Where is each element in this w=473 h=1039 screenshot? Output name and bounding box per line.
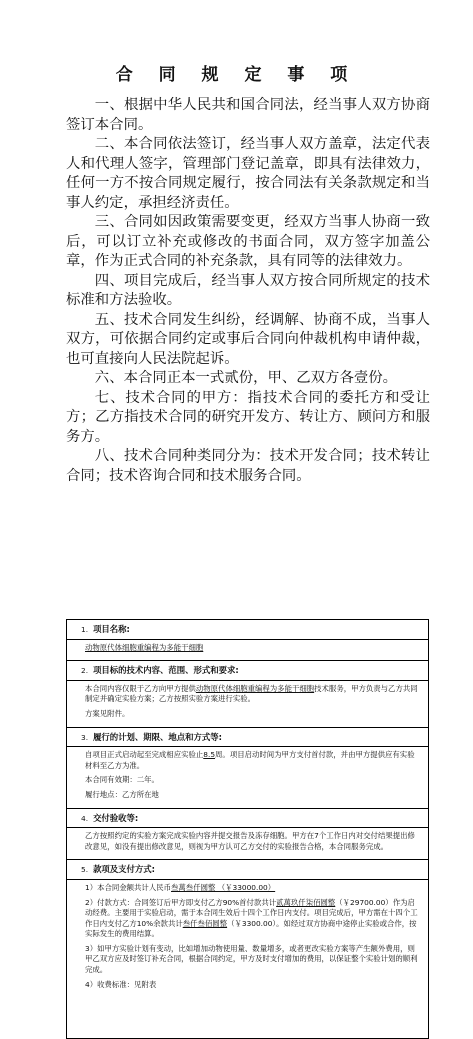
section-body xyxy=(67,828,428,859)
paragraph-text: 乙方按照约定的实验方案完成实验内容并提交报告及冻存细胞。甲方在7个工作日内对交付结果提出修改意见，如没有提出修改意见，则视为甲方认可乙方交付的实验报告合格，本合同服务完成。 xyxy=(85,831,415,851)
section-header xyxy=(67,728,428,748)
clause-3: 三、合同如因政策需要变更，经双方当事人协商一致后，可以订立补充或修改的书面合同，双方签字加盖公章，作为正式合同的补充条款，具有同等的法律效力。 xyxy=(66,214,430,269)
first-payment-amount: 贰萬玖仟柒佰圆整 xyxy=(276,897,336,907)
paragraph-text: 本合同内容仅限于乙方向甲方提供 xyxy=(85,683,196,693)
clause-2: 二、本合同依法签订，经当事人双方盖章，法定代表人和代理人签字，管理部门登记盖章，即具有法律效力，任何一方不按合同规定履行，按合同法有关条款规定和当事人约定，承担经济责任。 xyxy=(66,136,430,211)
section-payment xyxy=(67,860,428,997)
section-title: 款项及支付方式: xyxy=(93,864,156,875)
section-number: 2. xyxy=(81,666,89,676)
section-title: 项目标的技术内容、范围、形式和要求: xyxy=(93,665,239,676)
contract-clauses xyxy=(66,96,430,486)
contract-details-table xyxy=(66,619,429,1039)
clause-4: 四、项目完成后，经当事人双方按合同所规定的技术标准和方法验收。 xyxy=(66,272,430,308)
paragraph-text: （￥3300.00）。如经过双方协商中途停止实验或合作，按实际发生的费用结算。 xyxy=(85,918,417,939)
section-schedule xyxy=(67,728,428,809)
section-title: 交付验收等: xyxy=(93,812,139,823)
balance-amount: 叁仟叁佰圆整 xyxy=(182,918,228,928)
clause-1: 一、根据中华人民共和国合同法，经当事人双方协商签订本合同。 xyxy=(66,97,430,133)
document-title: 合 同 规 定 事 项 xyxy=(115,65,358,85)
total-amount: 叁萬叁仟圆整 （￥33000.00） xyxy=(171,882,276,892)
clause-7: 七、技术合同的甲方：指技术合同的委托方和受让方；乙方指技术合同的研究开发方、转让方、顾问方和服务方。 xyxy=(66,389,430,445)
section-body xyxy=(67,747,428,807)
section-body xyxy=(67,640,428,661)
clause-8: 八、技术合同种类同分为：技术开发合同；技术转让合同；技术咨询合同和技术服务合同。 xyxy=(66,448,430,484)
section-delivery-acceptance xyxy=(67,809,428,861)
paragraph-text: 1）本合同金额共计人民币 xyxy=(85,882,172,892)
section-header xyxy=(67,809,428,829)
paragraph-text: 技术服务，甲方负责与乙方共同制定并确定实验方案；乙方按照实验方案进行实验。 xyxy=(85,683,418,704)
paragraph-text: 2）付款方式：合同签订后甲方即支付乙方90%首付款共计 xyxy=(85,897,277,907)
clause-5: 五、技术合同发生纠纷，经调解、协商不成，当事人双方，可依据合同约定或事后合同向仲裁机构申请仲裁，也可直接向人民法院起诉。 xyxy=(66,311,430,367)
section-number: 3. xyxy=(81,732,89,742)
section-body xyxy=(67,681,428,727)
project-name-underlined: 动物原代体细胞重编程为多能干细胞 xyxy=(195,683,315,693)
section-number: 1. xyxy=(81,625,89,634)
section-project-name xyxy=(67,620,428,661)
section-header xyxy=(67,661,428,681)
paragraph-text: 周。项目启动时间为甲方支付首付款，并由甲方提供应有实验材料至乙方为准。 xyxy=(85,750,415,770)
project-name-value: 动物原代体细胞重编程为多能干细胞 xyxy=(85,642,204,652)
section-title: 项目名称: xyxy=(93,624,130,634)
section-technical-content xyxy=(67,661,428,727)
validity-period: 本合同有效期：二年。 xyxy=(85,775,159,785)
fee-standard: 4）收费标准：见附表 xyxy=(85,979,157,989)
paragraph-text: 方案见附件。 xyxy=(85,708,130,718)
section-number: 4. xyxy=(81,813,89,823)
section-header xyxy=(67,860,428,880)
paragraph-text: 3）如甲方实验计划有变动，比如增加动物使用量、数量增多，或者更改实验方案等产生额外费用，则甲乙双方应及时签订补充合同，根据合同约定，甲方及时支付增加的费用，以保证整个实验计划的顺利完成。 xyxy=(85,943,418,975)
paragraph-text: （￥29700.00）作为启动经费。主要用于实验启动，需于本合同生效后十四个工作日内支付。项目完成后，甲方需在十四个工作日内支付乙方10%余款共计 xyxy=(85,897,418,928)
section-header xyxy=(67,620,428,640)
performance-location: 履行地点：乙方所在地 xyxy=(85,789,159,799)
paragraph-text: 自项目正式启动起至完成相应实验止 xyxy=(85,750,204,760)
section-number: 5. xyxy=(81,865,89,875)
section-body xyxy=(67,880,428,997)
clause-6: 六、本合同正本一式贰份，甲、乙双方各壹份。 xyxy=(94,370,398,386)
section-title: 履行的计划、期限、地点和方式等: xyxy=(93,731,223,742)
duration-weeks: 8.5 xyxy=(203,750,216,760)
